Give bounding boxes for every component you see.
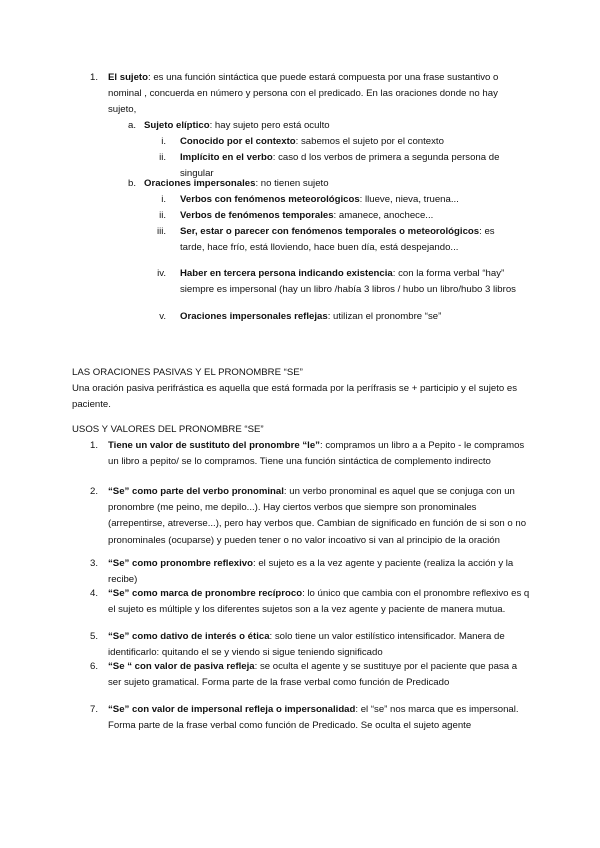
list-number: 3. xyxy=(89,558,98,569)
term: “Se “ con valor de pasiva refleja xyxy=(108,661,255,672)
list-item-impersonales-reflejas xyxy=(180,309,520,325)
list-number: 2. xyxy=(89,486,98,497)
term: Conocido por el contexto xyxy=(180,136,296,147)
list-item-sujeto xyxy=(108,70,518,119)
list-number: 5. xyxy=(89,631,98,642)
definition: : sabemos el sujeto por el contexto xyxy=(295,136,444,147)
term: Verbos de fenómenos temporales xyxy=(180,210,334,221)
list-number: 4. xyxy=(89,588,98,599)
roman-number: ii. xyxy=(159,210,166,221)
term: Sujeto elíptico xyxy=(144,120,210,131)
list-item-oraciones-impersonales xyxy=(144,176,514,192)
term: “Se” como parte del verbo pronominal xyxy=(108,486,284,497)
term: “Se” como dativo de interés o ética xyxy=(108,631,270,642)
definition: : es tarde, hace frío, está lloviendo, hace buen día, está despejando... xyxy=(180,226,495,254)
list-item-usos-6 xyxy=(108,659,533,691)
section-heading-usos: USOS Y VALORES DEL PRONOMBRE “SE” xyxy=(72,424,264,435)
paragraph-pasiva: Una oración pasiva perifrástica es aquella que está formada por la perífrasis se + participio y el sujeto es paciente. xyxy=(72,383,518,411)
term: Ser, estar o parecer con fenómenos temporales o meteorológicos xyxy=(180,226,480,237)
definition: : compramos un libro a a Pepito - le compramos un libro a pepito/ se lo compramos. Tiene una función sintáctica de complemento indirecto xyxy=(108,440,525,468)
definition: : el “se” nos marca que es impersonal. Forma parte de la frase verbal como función de Predicado. Se oculta el sujeto agente xyxy=(108,704,519,732)
roman-number: i. xyxy=(161,194,166,205)
term: “Se” con valor de impersonal refleja o impersonalidad xyxy=(108,704,356,715)
list-number: 1. xyxy=(89,440,98,451)
list-item-haber xyxy=(180,266,525,298)
definition: : se oculta el agente y se sustituye por el paciente que pasa a ser sujeto gramatical. Forma parte de la frase verbal como función de Predicado xyxy=(108,661,518,689)
roman-number: iii. xyxy=(156,226,166,237)
list-item-usos-2 xyxy=(108,484,533,549)
list-item-usos-7 xyxy=(108,702,533,734)
list-number: 7. xyxy=(89,704,98,715)
term: Oraciones impersonales xyxy=(144,178,256,189)
roman-number: ii. xyxy=(159,152,166,163)
list-item-usos-4 xyxy=(108,586,533,618)
list-number: 6. xyxy=(89,661,98,672)
list-item-meteorologicos xyxy=(180,192,520,208)
term: Tiene un valor de sustituto del pronombre “le” xyxy=(108,440,320,451)
definition: : un verbo pronominal es aquel que se conjuga con un pronombre (me peino, me depilo...). Hay ciertos verbos que siempre son pronominales (arrepentirse, atreverse...), pero hay verbos que. Cambian de significado en función de si son o no pronominales (ocuparse) y pueden tener o no valor incoativo si van al principio de la oración xyxy=(108,486,527,546)
term: “Se” como marca de pronombre recíproco xyxy=(108,588,303,599)
list-item-usos-3 xyxy=(108,556,533,588)
list-item-usos-1 xyxy=(108,438,533,470)
term: El sujeto xyxy=(108,72,148,83)
term: Oraciones impersonales reflejas xyxy=(180,311,328,322)
list-item-conocido xyxy=(180,134,515,150)
roman-number: i. xyxy=(161,136,166,147)
roman-number: v. xyxy=(159,311,166,322)
roman-number: iv. xyxy=(157,268,166,279)
list-item-sujeto-eliptico xyxy=(144,118,514,134)
definition: : solo tiene un valor estilístico intensificador. Manera de identificarlo: quitando el se y viendo si sigue teniendo significado xyxy=(108,631,505,659)
definition: : caso d los verbos de primera a segunda persona de singular xyxy=(180,152,500,180)
list-item-ser-estar-parecer xyxy=(180,224,518,256)
list-item-temporales xyxy=(180,208,520,224)
list-item-usos-5 xyxy=(108,629,533,661)
term: Verbos con fenómenos meteorológicos xyxy=(180,194,360,205)
definition: : utilizan el pronombre “se” xyxy=(327,311,442,322)
definition: : no tienen sujeto xyxy=(255,178,329,189)
definition: : amanece, anochece... xyxy=(333,210,434,221)
list-letter: b. xyxy=(127,178,136,189)
definition: : el sujeto es a la vez agente y paciente (realiza la acción y la recibe) xyxy=(108,558,514,586)
term: Haber en tercera persona indicando existencia xyxy=(180,268,393,279)
term: “Se” como pronombre reflexivo xyxy=(108,558,254,569)
definition: : con la forma verbal “hay” siempre es impersonal (hay un libro /había 3 libros / hubo un libro/hubo 3 libros xyxy=(180,268,516,296)
definition: : lo único que cambia con el pronombre reflexivo es q el sujeto es múltiple y los diferentes sujetos son a la vez agente y paciente de manera mutua. xyxy=(108,588,530,616)
definition: : llueve, nieva, truena... xyxy=(359,194,459,205)
list-number: 1. xyxy=(89,72,98,83)
definition: : es una función sintáctica que puede estará compuesta por una frase sustantivo o nominal , concuerda en número y persona con el predicado. En las oraciones donde no hay sujeto, xyxy=(108,72,499,116)
list-letter: a. xyxy=(127,120,136,131)
section-heading-pasivas: LAS ORACIONES PASIVAS Y EL PRONOMBRE “SE” xyxy=(72,367,303,378)
term: Implícito en el verbo xyxy=(180,152,273,163)
definition: : hay sujeto pero está oculto xyxy=(209,120,330,131)
